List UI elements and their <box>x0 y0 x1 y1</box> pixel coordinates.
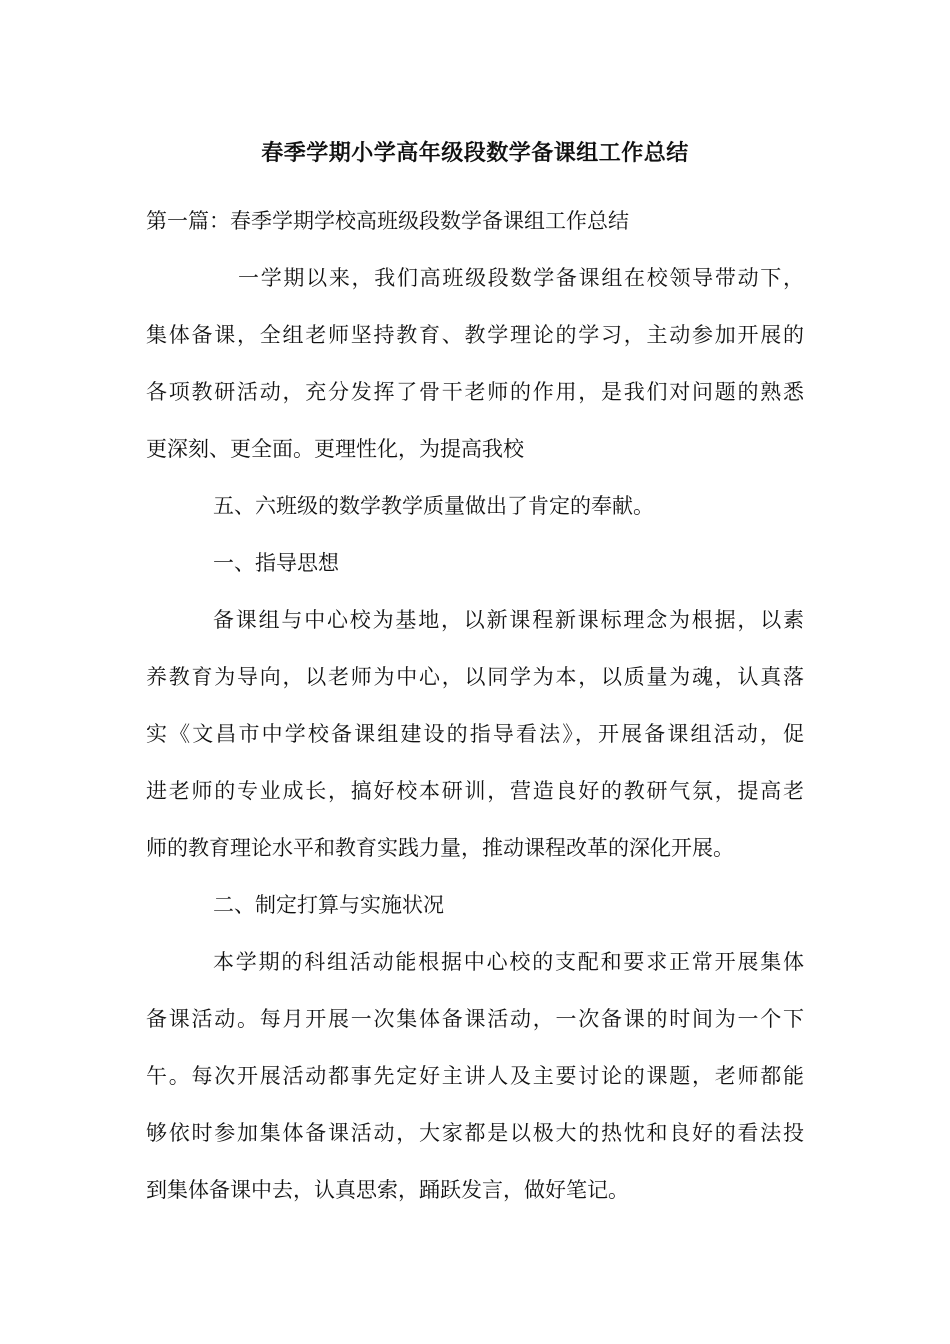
paragraph-line: 进老师的专业成长，搞好校本研训，营造良好的教研气氛，提高老 <box>146 779 804 803</box>
document-title: 春季学期小学高年级段数学备课组工作总结 <box>261 140 689 166</box>
paragraph-line: 五、六班级的数学教学质量做出了肯定的奉献。 <box>213 494 654 518</box>
paragraph-line: 更深刻、更全面。更理性化，为提高我校 <box>146 437 524 461</box>
paragraph-line: 一学期以来，我们高班级段数学备课组在校领导带动下， <box>238 266 804 290</box>
paragraph-line: 各项教研活动，充分发挥了骨干老师的作用，是我们对问题的熟悉 <box>146 380 804 404</box>
paragraph-line: 师的教育理论水平和教育实践力量，推动课程改革的深化开展。 <box>146 836 734 860</box>
paragraph-line: 实《文昌市中学校备课组建设的指导看法》，开展备课组活动，促 <box>146 722 804 746</box>
subtitle-line: 第一篇：春季学期学校高班级段数学备课组工作总结 <box>146 209 629 233</box>
paragraph-line: 集体备课，全组老师坚持教育、教学理论的学习，主动参加开展的 <box>146 323 804 347</box>
section-heading: 一、指导思想 <box>213 551 339 575</box>
paragraph-line: 到集体备课中去，认真思索，踊跃发言，做好笔记。 <box>146 1178 629 1202</box>
paragraph-line: 本学期的科组活动能根据中心校的支配和要求正常开展集体 <box>213 950 804 974</box>
section-heading: 二、制定打算与实施状况 <box>213 893 444 917</box>
paragraph-line: 备课活动。每月开展一次集体备课活动，一次备课的时间为一个下 <box>146 1007 804 1031</box>
paragraph-line: 午。每次开展活动都事先定好主讲人及主要讨论的课题，老师都能 <box>146 1064 804 1088</box>
paragraph-line: 够依时参加集体备课活动，大家都是以极大的热忱和良好的看法投 <box>146 1121 804 1145</box>
paragraph-line: 备课组与中心校为基地，以新课程新课标理念为根据，以素 <box>213 608 804 632</box>
paragraph-line: 养教育为导向，以老师为中心，以同学为本，以质量为魂，认真落 <box>146 665 804 689</box>
